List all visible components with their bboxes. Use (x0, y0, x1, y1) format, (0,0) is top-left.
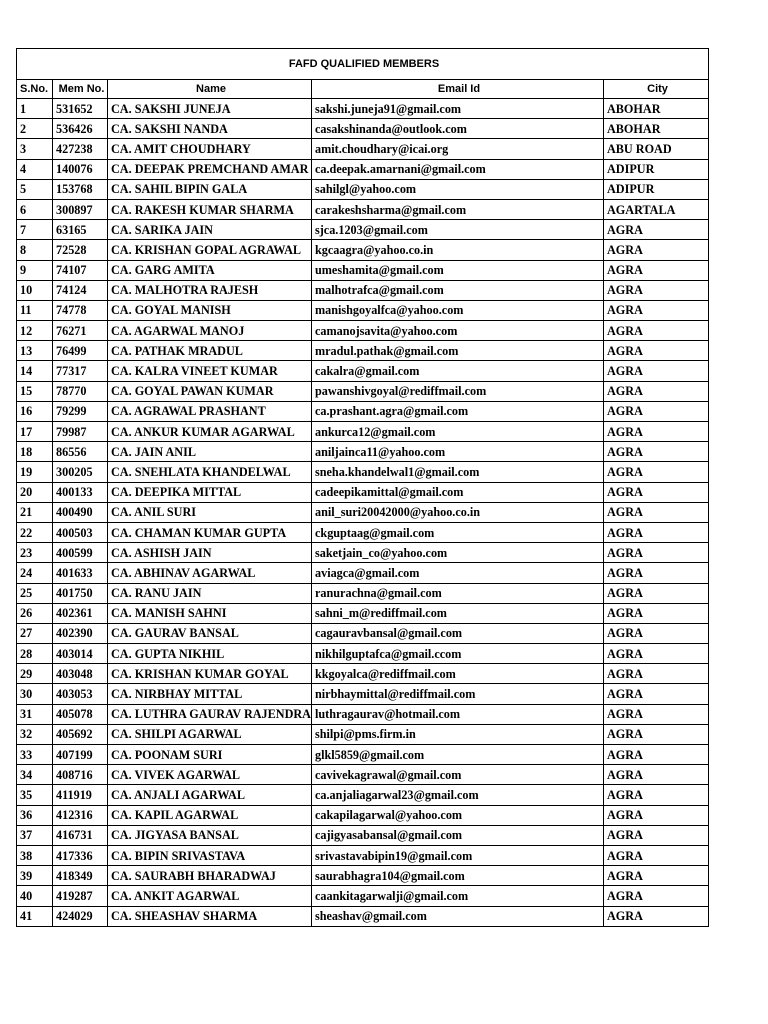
cell-email: cadeepikamittal@gmail.com (312, 482, 604, 502)
cell-name: CA. SAKSHI NANDA (108, 119, 312, 139)
cell-city: AGRA (604, 805, 709, 825)
cell-email: ca.prashant.agra@gmail.com (312, 401, 604, 421)
cell-city: AGRA (604, 522, 709, 542)
table-row (17, 623, 709, 643)
table-row (17, 765, 709, 785)
cell-sno: 2 (17, 119, 53, 139)
cell-mem-no: 72528 (53, 240, 108, 260)
cell-mem-no: 402361 (53, 603, 108, 623)
cell-city: AGRA (604, 361, 709, 381)
cell-city: AGRA (604, 704, 709, 724)
cell-mem-no: 408716 (53, 765, 108, 785)
header-email: Email Id (312, 80, 604, 99)
cell-sno: 8 (17, 240, 53, 260)
cell-email: carakeshsharma@gmail.com (312, 199, 604, 219)
cell-mem-no: 74124 (53, 280, 108, 300)
cell-name: CA. SHILPI AGARWAL (108, 724, 312, 744)
cell-mem-no: 418349 (53, 866, 108, 886)
cell-mem-no: 412316 (53, 805, 108, 825)
cell-name: CA. MALHOTRA RAJESH (108, 280, 312, 300)
cell-mem-no: 86556 (53, 442, 108, 462)
cell-name: CA. MANISH SAHNI (108, 603, 312, 623)
cell-sno: 38 (17, 845, 53, 865)
cell-mem-no: 300205 (53, 462, 108, 482)
cell-mem-no: 400133 (53, 482, 108, 502)
cell-name: CA. DEEPIKA MITTAL (108, 482, 312, 502)
cell-city: AGRA (604, 401, 709, 421)
cell-mem-no: 407199 (53, 745, 108, 765)
table-row (17, 644, 709, 664)
cell-mem-no: 140076 (53, 159, 108, 179)
cell-name: CA. VIVEK AGARWAL (108, 765, 312, 785)
cell-mem-no: 77317 (53, 361, 108, 381)
cell-sno: 19 (17, 462, 53, 482)
cell-email: glkl5859@gmail.com (312, 745, 604, 765)
cell-email: cagauravbansal@gmail.com (312, 623, 604, 643)
cell-email: sjca.1203@gmail.com (312, 220, 604, 240)
table-row (17, 381, 709, 401)
cell-sno: 16 (17, 401, 53, 421)
cell-name: CA. KAPIL AGARWAL (108, 805, 312, 825)
table-row (17, 401, 709, 421)
cell-email: saketjain_co@yahoo.com (312, 543, 604, 563)
table-row (17, 684, 709, 704)
cell-sno: 26 (17, 603, 53, 623)
cell-city: AGRA (604, 240, 709, 260)
cell-sno: 14 (17, 361, 53, 381)
cell-mem-no: 416731 (53, 825, 108, 845)
table-row (17, 300, 709, 320)
cell-city: ADIPUR (604, 179, 709, 199)
cell-mem-no: 300897 (53, 199, 108, 219)
cell-sno: 30 (17, 684, 53, 704)
table-row (17, 179, 709, 199)
table-row (17, 664, 709, 684)
cell-sno: 39 (17, 866, 53, 886)
cell-name: CA. JAIN ANIL (108, 442, 312, 462)
table-row (17, 825, 709, 845)
cell-sno: 40 (17, 886, 53, 906)
cell-city: ABU ROAD (604, 139, 709, 159)
table-row (17, 603, 709, 623)
cell-sno: 3 (17, 139, 53, 159)
cell-email: aniljainca11@yahoo.com (312, 442, 604, 462)
cell-name: CA. KALRA VINEET KUMAR (108, 361, 312, 381)
cell-email: amit.choudhary@icai.org (312, 139, 604, 159)
cell-sno: 7 (17, 220, 53, 240)
cell-mem-no: 74107 (53, 260, 108, 280)
cell-sno: 28 (17, 644, 53, 664)
cell-email: ca.anjaliagarwal23@gmail.com (312, 785, 604, 805)
cell-email: camanojsavita@yahoo.com (312, 321, 604, 341)
cell-mem-no: 427238 (53, 139, 108, 159)
cell-email: cavivekagrawal@gmail.com (312, 765, 604, 785)
cell-mem-no: 403014 (53, 644, 108, 664)
cell-city: AGRA (604, 220, 709, 240)
cell-city: AGRA (604, 583, 709, 603)
cell-email: cakapilagarwal@yahoo.com (312, 805, 604, 825)
cell-name: CA. GUPTA NIKHIL (108, 644, 312, 664)
table-row (17, 280, 709, 300)
cell-email: srivastavabipin19@gmail.com (312, 845, 604, 865)
cell-mem-no: 402390 (53, 623, 108, 643)
cell-city: AGRA (604, 603, 709, 623)
cell-city: AGRA (604, 684, 709, 704)
cell-name: CA. SHEASHAV SHARMA (108, 906, 312, 926)
cell-sno: 9 (17, 260, 53, 280)
cell-email: casakshinanda@outlook.com (312, 119, 604, 139)
cell-city: AGRA (604, 280, 709, 300)
cell-sno: 20 (17, 482, 53, 502)
cell-city: AGRA (604, 644, 709, 664)
table-row (17, 462, 709, 482)
cell-sno: 27 (17, 623, 53, 643)
cell-name: CA. LUTHRA GAURAV RAJENDRA (108, 704, 312, 724)
table-row (17, 99, 709, 119)
cell-name: CA. CHAMAN KUMAR GUPTA (108, 522, 312, 542)
cell-email: kgcaagra@yahoo.co.in (312, 240, 604, 260)
cell-city: AGRA (604, 825, 709, 845)
table-row (17, 442, 709, 462)
cell-email: cajigyasabansal@gmail.com (312, 825, 604, 845)
cell-mem-no: 76499 (53, 341, 108, 361)
cell-city: AGRA (604, 462, 709, 482)
cell-name: CA. AGARWAL MANOJ (108, 321, 312, 341)
cell-name: CA. GARG AMITA (108, 260, 312, 280)
cell-city: AGRA (604, 745, 709, 765)
cell-sno: 22 (17, 522, 53, 542)
cell-name: CA. ABHINAV AGARWAL (108, 563, 312, 583)
cell-city: AGRA (604, 623, 709, 643)
table-row (17, 906, 709, 926)
cell-email: aviagca@gmail.com (312, 563, 604, 583)
cell-email: anil_suri20042000@yahoo.co.in (312, 502, 604, 522)
cell-name: CA. JIGYASA BANSAL (108, 825, 312, 845)
cell-name: CA. RANU JAIN (108, 583, 312, 603)
cell-sno: 25 (17, 583, 53, 603)
cell-mem-no: 405692 (53, 724, 108, 744)
cell-mem-no: 411919 (53, 785, 108, 805)
cell-sno: 35 (17, 785, 53, 805)
cell-city: AGRA (604, 724, 709, 744)
cell-sno: 10 (17, 280, 53, 300)
cell-email: pawanshivgoyal@rediffmail.com (312, 381, 604, 401)
cell-sno: 37 (17, 825, 53, 845)
cell-email: sheashav@gmail.com (312, 906, 604, 926)
cell-name: CA. DEEPAK PREMCHAND AMAR (108, 159, 312, 179)
cell-email: ankurca12@gmail.com (312, 422, 604, 442)
cell-email: mradul.pathak@gmail.com (312, 341, 604, 361)
cell-email: sahni_m@rediffmail.com (312, 603, 604, 623)
cell-mem-no: 401750 (53, 583, 108, 603)
cell-email: umeshamita@gmail.com (312, 260, 604, 280)
cell-email: sneha.khandelwal1@gmail.com (312, 462, 604, 482)
table-row (17, 240, 709, 260)
title-row (17, 49, 709, 80)
cell-city: AGRA (604, 563, 709, 583)
cell-city: ABOHAR (604, 99, 709, 119)
cell-name: CA. ANIL SURI (108, 502, 312, 522)
cell-city: AGRA (604, 866, 709, 886)
cell-mem-no: 400503 (53, 522, 108, 542)
cell-mem-no: 405078 (53, 704, 108, 724)
cell-name: CA. KRISHAN KUMAR GOYAL (108, 664, 312, 684)
header-mem-no: Mem No. (53, 80, 108, 99)
cell-mem-no: 400599 (53, 543, 108, 563)
table-row (17, 159, 709, 179)
cell-city: AGRA (604, 260, 709, 280)
cell-city: AGRA (604, 422, 709, 442)
table-row (17, 260, 709, 280)
cell-name: CA. PATHAK MRADUL (108, 341, 312, 361)
table-row (17, 563, 709, 583)
cell-email: nikhilguptafca@gmail.ccom (312, 644, 604, 664)
table-row (17, 321, 709, 341)
cell-sno: 4 (17, 159, 53, 179)
cell-name: CA. ANKIT AGARWAL (108, 886, 312, 906)
cell-city: AGRA (604, 482, 709, 502)
cell-name: CA. ANKUR KUMAR AGARWAL (108, 422, 312, 442)
cell-name: CA. SAHIL BIPIN GALA (108, 179, 312, 199)
cell-city: AGRA (604, 664, 709, 684)
cell-city: AGRA (604, 502, 709, 522)
cell-name: CA. GOYAL MANISH (108, 300, 312, 320)
cell-sno: 6 (17, 199, 53, 219)
cell-email: caankitagarwalji@gmail.com (312, 886, 604, 906)
cell-name: CA. NIRBHAY MITTAL (108, 684, 312, 704)
table-row (17, 886, 709, 906)
table-row (17, 361, 709, 381)
cell-sno: 11 (17, 300, 53, 320)
cell-sno: 23 (17, 543, 53, 563)
cell-email: luthragaurav@hotmail.com (312, 704, 604, 724)
cell-city: AGRA (604, 886, 709, 906)
table-row (17, 785, 709, 805)
cell-email: ckguptaag@gmail.com (312, 522, 604, 542)
cell-mem-no: 536426 (53, 119, 108, 139)
cell-mem-no: 74778 (53, 300, 108, 320)
cell-name: CA. SAURABH BHARADWAJ (108, 866, 312, 886)
cell-email: nirbhaymittal@rediffmail.com (312, 684, 604, 704)
cell-sno: 1 (17, 99, 53, 119)
cell-name: CA. AGRAWAL PRASHANT (108, 401, 312, 421)
table-row (17, 805, 709, 825)
table-row (17, 422, 709, 442)
cell-sno: 41 (17, 906, 53, 926)
cell-email: malhotrafca@gmail.com (312, 280, 604, 300)
cell-email: cakalra@gmail.com (312, 361, 604, 381)
cell-email: ca.deepak.amarnani@gmail.com (312, 159, 604, 179)
cell-city: AGRA (604, 321, 709, 341)
cell-sno: 34 (17, 765, 53, 785)
cell-sno: 32 (17, 724, 53, 744)
cell-mem-no: 79299 (53, 401, 108, 421)
cell-mem-no: 401633 (53, 563, 108, 583)
table-row (17, 502, 709, 522)
cell-name: CA. GOYAL PAWAN KUMAR (108, 381, 312, 401)
cell-mem-no: 153768 (53, 179, 108, 199)
cell-sno: 17 (17, 422, 53, 442)
header-city: City (604, 80, 709, 99)
table-row (17, 583, 709, 603)
table-row (17, 139, 709, 159)
cell-sno: 13 (17, 341, 53, 361)
table-row (17, 341, 709, 361)
table-row (17, 745, 709, 765)
cell-mem-no: 79987 (53, 422, 108, 442)
cell-city: AGRA (604, 765, 709, 785)
cell-email: sahilgl@yahoo.com (312, 179, 604, 199)
table-row (17, 482, 709, 502)
cell-sno: 5 (17, 179, 53, 199)
table-row (17, 704, 709, 724)
cell-sno: 18 (17, 442, 53, 462)
cell-name: CA. ANJALI AGARWAL (108, 785, 312, 805)
cell-name: CA. RAKESH KUMAR SHARMA (108, 199, 312, 219)
table-row (17, 845, 709, 865)
cell-sno: 15 (17, 381, 53, 401)
cell-mem-no: 400490 (53, 502, 108, 522)
cell-city: AGRA (604, 543, 709, 563)
cell-name: CA. AMIT CHOUDHARY (108, 139, 312, 159)
header-sno: S.No. (17, 80, 53, 99)
cell-mem-no: 424029 (53, 906, 108, 926)
cell-mem-no: 403048 (53, 664, 108, 684)
cell-sno: 12 (17, 321, 53, 341)
table-body (17, 99, 709, 927)
cell-city: ADIPUR (604, 159, 709, 179)
cell-name: CA. ASHISH JAIN (108, 543, 312, 563)
cell-mem-no: 531652 (53, 99, 108, 119)
cell-city: AGRA (604, 442, 709, 462)
header-name: Name (108, 80, 312, 99)
cell-email: shilpi@pms.firm.in (312, 724, 604, 744)
table-row (17, 199, 709, 219)
cell-name: CA. SNEHLATA KHANDELWAL (108, 462, 312, 482)
cell-sno: 29 (17, 664, 53, 684)
table-row (17, 119, 709, 139)
cell-mem-no: 63165 (53, 220, 108, 240)
cell-name: CA. KRISHAN GOPAL AGRAWAL (108, 240, 312, 260)
cell-sno: 21 (17, 502, 53, 522)
cell-email: ranurachna@gmail.com (312, 583, 604, 603)
table-row (17, 220, 709, 240)
cell-name: CA. GAURAV BANSAL (108, 623, 312, 643)
cell-mem-no: 78770 (53, 381, 108, 401)
table-title: FAFD QUALIFIED MEMBERS (17, 49, 709, 80)
cell-city: AGRA (604, 845, 709, 865)
cell-city: ABOHAR (604, 119, 709, 139)
members-table (16, 48, 709, 927)
cell-name: CA. SAKSHI JUNEJA (108, 99, 312, 119)
header-row (17, 80, 709, 99)
cell-city: AGRA (604, 785, 709, 805)
table-row (17, 543, 709, 563)
cell-email: saurabhagra104@gmail.com (312, 866, 604, 886)
cell-email: kkgoyalca@rediffmail.com (312, 664, 604, 684)
cell-mem-no: 76271 (53, 321, 108, 341)
cell-sno: 36 (17, 805, 53, 825)
cell-name: CA. SARIKA JAIN (108, 220, 312, 240)
cell-sno: 31 (17, 704, 53, 724)
cell-email: sakshi.juneja91@gmail.com (312, 99, 604, 119)
cell-name: CA. BIPIN SRIVASTAVA (108, 845, 312, 865)
cell-city: AGRA (604, 381, 709, 401)
cell-email: manishgoyalfca@yahoo.com (312, 300, 604, 320)
table-row (17, 522, 709, 542)
table-row (17, 724, 709, 744)
cell-mem-no: 403053 (53, 684, 108, 704)
cell-sno: 33 (17, 745, 53, 765)
cell-city: AGRA (604, 341, 709, 361)
cell-city: AGRA (604, 300, 709, 320)
cell-mem-no: 419287 (53, 886, 108, 906)
cell-name: CA. POONAM SURI (108, 745, 312, 765)
cell-mem-no: 417336 (53, 845, 108, 865)
cell-sno: 24 (17, 563, 53, 583)
cell-city: AGRA (604, 906, 709, 926)
table-row (17, 866, 709, 886)
cell-city: AGARTALA (604, 199, 709, 219)
